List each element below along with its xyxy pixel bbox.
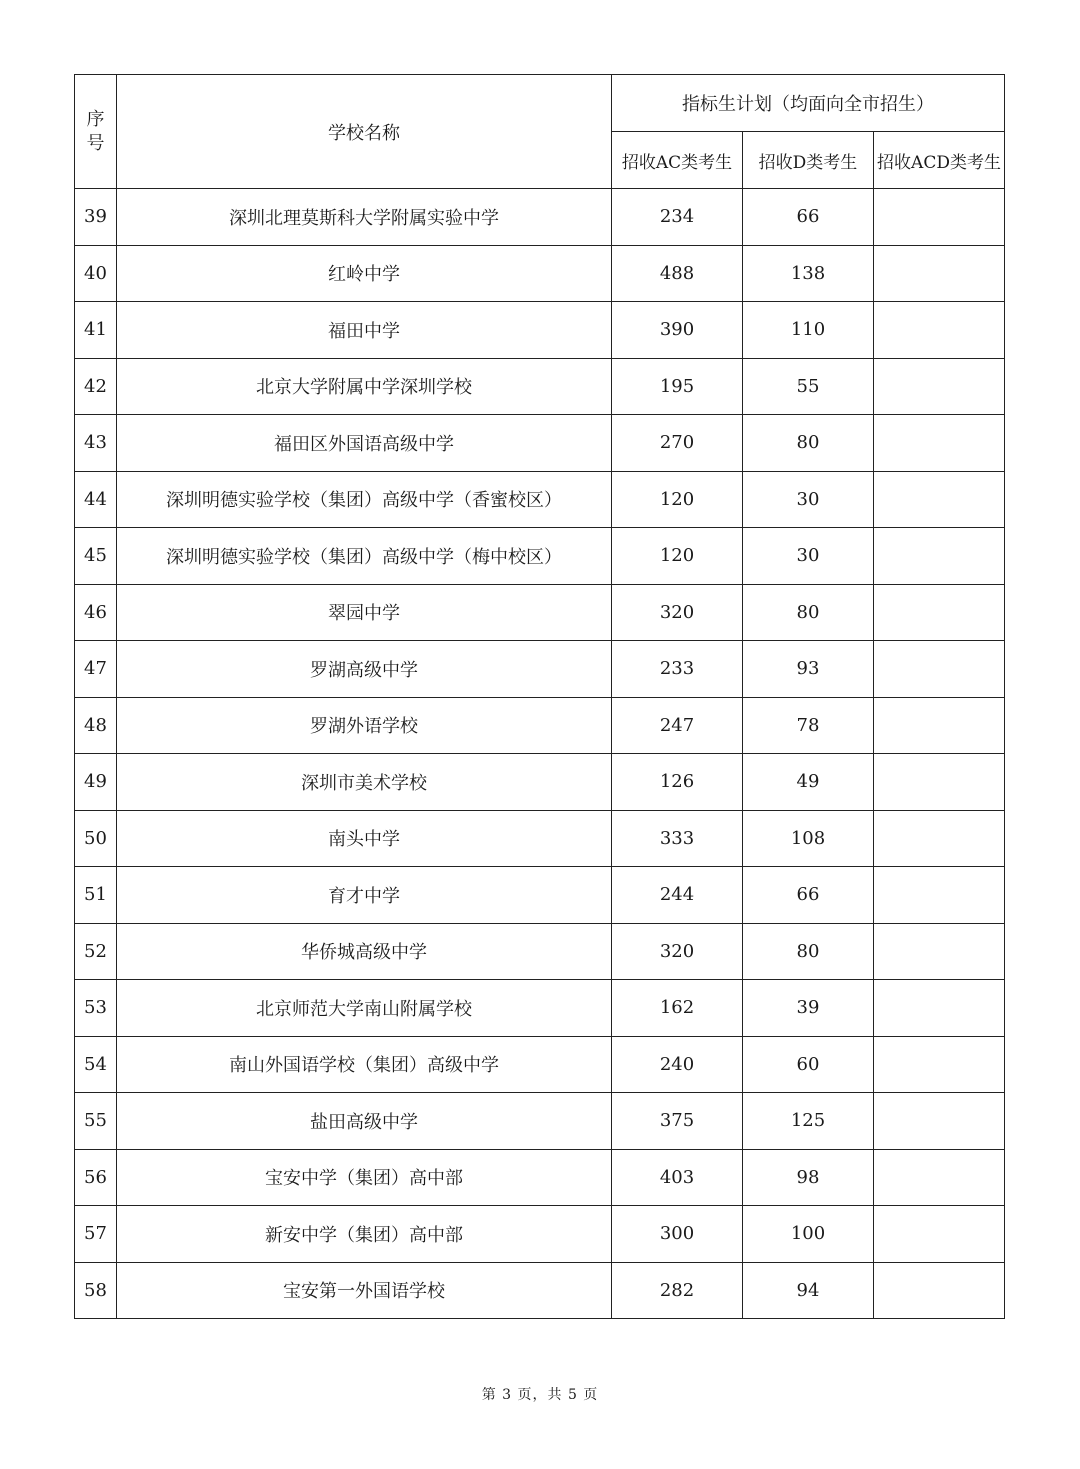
- cell-school-name: 福田区外国语高级中学: [117, 415, 612, 472]
- cell-ac-quota: 403: [612, 1149, 743, 1206]
- cell-ac-quota: 162: [612, 980, 743, 1037]
- cell-school-name: 南头中学: [117, 810, 612, 867]
- table-row: [75, 358, 1005, 415]
- cell-ac-quota: 333: [612, 810, 743, 867]
- header-d: 招收D类考生: [743, 132, 874, 189]
- cell-school-name: 福田中学: [117, 302, 612, 359]
- cell-school-name: 深圳北理莫斯科大学附属实验中学: [117, 189, 612, 246]
- table-row: [75, 528, 1005, 585]
- cell-ac-quota: 282: [612, 1262, 743, 1319]
- table-row: [75, 415, 1005, 472]
- cell-school-name: 深圳明德实验学校（集团）高级中学（香蜜校区）: [117, 471, 612, 528]
- page-number-footer: 第 3 页，共 5 页: [481, 1387, 599, 1403]
- table-row: [75, 867, 1005, 924]
- cell-school-name: 新安中学（集团）高中部: [117, 1206, 612, 1263]
- cell-school-name: 红岭中学: [117, 245, 612, 302]
- cell-acd-quota: [874, 189, 1005, 246]
- cell-acd-quota: [874, 358, 1005, 415]
- cell-acd-quota: [874, 980, 1005, 1037]
- cell-d-quota: 94: [743, 1262, 874, 1319]
- cell-school-name: 宝安第一外国语学校: [117, 1262, 612, 1319]
- cell-d-quota: 30: [743, 528, 874, 585]
- table-row: [75, 810, 1005, 867]
- cell-d-quota: 98: [743, 1149, 874, 1206]
- table-row: [75, 697, 1005, 754]
- cell-seq: 52: [75, 923, 117, 980]
- cell-seq: 42: [75, 358, 117, 415]
- table-row: [75, 1149, 1005, 1206]
- cell-school-name: 深圳明德实验学校（集团）高级中学（梅中校区）: [117, 528, 612, 585]
- cell-school-name: 南山外国语学校（集团）高级中学: [117, 1036, 612, 1093]
- table-row: [75, 1036, 1005, 1093]
- cell-acd-quota: [874, 1036, 1005, 1093]
- header-seq-line2: 号: [86, 132, 105, 154]
- cell-ac-quota: 270: [612, 415, 743, 472]
- cell-school-name: 罗湖高级中学: [117, 641, 612, 698]
- cell-school-name: 北京师范大学南山附属学校: [117, 980, 612, 1037]
- table-row: [75, 245, 1005, 302]
- cell-d-quota: 110: [743, 302, 874, 359]
- quota-table: [74, 74, 1005, 1319]
- cell-acd-quota: [874, 471, 1005, 528]
- cell-d-quota: 80: [743, 415, 874, 472]
- cell-seq: 54: [75, 1036, 117, 1093]
- cell-d-quota: 100: [743, 1206, 874, 1263]
- cell-acd-quota: [874, 1262, 1005, 1319]
- cell-acd-quota: [874, 528, 1005, 585]
- cell-d-quota: 108: [743, 810, 874, 867]
- cell-ac-quota: 320: [612, 923, 743, 980]
- cell-seq: 47: [75, 641, 117, 698]
- table-row: [75, 1262, 1005, 1319]
- header-ac: 招收AC类考生: [612, 132, 743, 189]
- cell-seq: 57: [75, 1206, 117, 1263]
- cell-d-quota: 78: [743, 697, 874, 754]
- table-row: [75, 980, 1005, 1037]
- cell-school-name: 北京大学附属中学深圳学校: [117, 358, 612, 415]
- cell-d-quota: 30: [743, 471, 874, 528]
- cell-seq: 41: [75, 302, 117, 359]
- cell-d-quota: 55: [743, 358, 874, 415]
- cell-acd-quota: [874, 1149, 1005, 1206]
- header-seq-line1: 序: [86, 108, 105, 130]
- table-row: [75, 584, 1005, 641]
- cell-acd-quota: [874, 923, 1005, 980]
- cell-seq: 40: [75, 245, 117, 302]
- cell-d-quota: 93: [743, 641, 874, 698]
- cell-seq: 39: [75, 189, 117, 246]
- header-acd: 招收ACD类考生: [874, 132, 1005, 189]
- cell-seq: 44: [75, 471, 117, 528]
- cell-seq: 50: [75, 810, 117, 867]
- cell-school-name: 盐田高级中学: [117, 1093, 612, 1150]
- table-row: [75, 189, 1005, 246]
- cell-d-quota: 66: [743, 189, 874, 246]
- cell-acd-quota: [874, 754, 1005, 811]
- cell-acd-quota: [874, 302, 1005, 359]
- cell-d-quota: 138: [743, 245, 874, 302]
- cell-d-quota: 60: [743, 1036, 874, 1093]
- cell-acd-quota: [874, 245, 1005, 302]
- cell-school-name: 华侨城高级中学: [117, 923, 612, 980]
- table-row: [75, 923, 1005, 980]
- cell-d-quota: 80: [743, 584, 874, 641]
- cell-seq: 58: [75, 1262, 117, 1319]
- cell-ac-quota: 244: [612, 867, 743, 924]
- table-row: [75, 471, 1005, 528]
- cell-seq: 46: [75, 584, 117, 641]
- cell-acd-quota: [874, 867, 1005, 924]
- cell-acd-quota: [874, 584, 1005, 641]
- cell-acd-quota: [874, 641, 1005, 698]
- cell-ac-quota: 488: [612, 245, 743, 302]
- cell-ac-quota: 375: [612, 1093, 743, 1150]
- cell-ac-quota: 126: [612, 754, 743, 811]
- table-row: [75, 302, 1005, 359]
- cell-acd-quota: [874, 697, 1005, 754]
- cell-ac-quota: 320: [612, 584, 743, 641]
- header-seq: [75, 75, 117, 189]
- table-row: [75, 641, 1005, 698]
- cell-ac-quota: 233: [612, 641, 743, 698]
- cell-d-quota: 125: [743, 1093, 874, 1150]
- table-row: [75, 1206, 1005, 1263]
- cell-ac-quota: 195: [612, 358, 743, 415]
- cell-ac-quota: 120: [612, 528, 743, 585]
- header-school-name: 学校名称: [117, 75, 612, 189]
- cell-school-name: 罗湖外语学校: [117, 697, 612, 754]
- cell-seq: 55: [75, 1093, 117, 1150]
- cell-school-name: 翠园中学: [117, 584, 612, 641]
- cell-school-name: 深圳市美术学校: [117, 754, 612, 811]
- cell-ac-quota: 234: [612, 189, 743, 246]
- table-body: [75, 189, 1005, 1319]
- cell-seq: 56: [75, 1149, 117, 1206]
- cell-seq: 53: [75, 980, 117, 1037]
- cell-seq: 45: [75, 528, 117, 585]
- cell-acd-quota: [874, 810, 1005, 867]
- cell-ac-quota: 247: [612, 697, 743, 754]
- cell-ac-quota: 120: [612, 471, 743, 528]
- cell-acd-quota: [874, 415, 1005, 472]
- cell-seq: 48: [75, 697, 117, 754]
- cell-school-name: 宝安中学（集团）高中部: [117, 1149, 612, 1206]
- table-row: [75, 1093, 1005, 1150]
- header-quota-plan: 指标生计划（均面向全市招生）: [612, 75, 1005, 132]
- cell-school-name: 育才中学: [117, 867, 612, 924]
- cell-d-quota: 49: [743, 754, 874, 811]
- cell-d-quota: 66: [743, 867, 874, 924]
- cell-d-quota: 39: [743, 980, 874, 1037]
- table-row: [75, 754, 1005, 811]
- cell-ac-quota: 300: [612, 1206, 743, 1263]
- cell-seq: 43: [75, 415, 117, 472]
- table-header: [75, 75, 1005, 189]
- cell-acd-quota: [874, 1206, 1005, 1263]
- cell-d-quota: 80: [743, 923, 874, 980]
- cell-seq: 49: [75, 754, 117, 811]
- cell-seq: 51: [75, 867, 117, 924]
- cell-ac-quota: 240: [612, 1036, 743, 1093]
- cell-ac-quota: 390: [612, 302, 743, 359]
- cell-acd-quota: [874, 1093, 1005, 1150]
